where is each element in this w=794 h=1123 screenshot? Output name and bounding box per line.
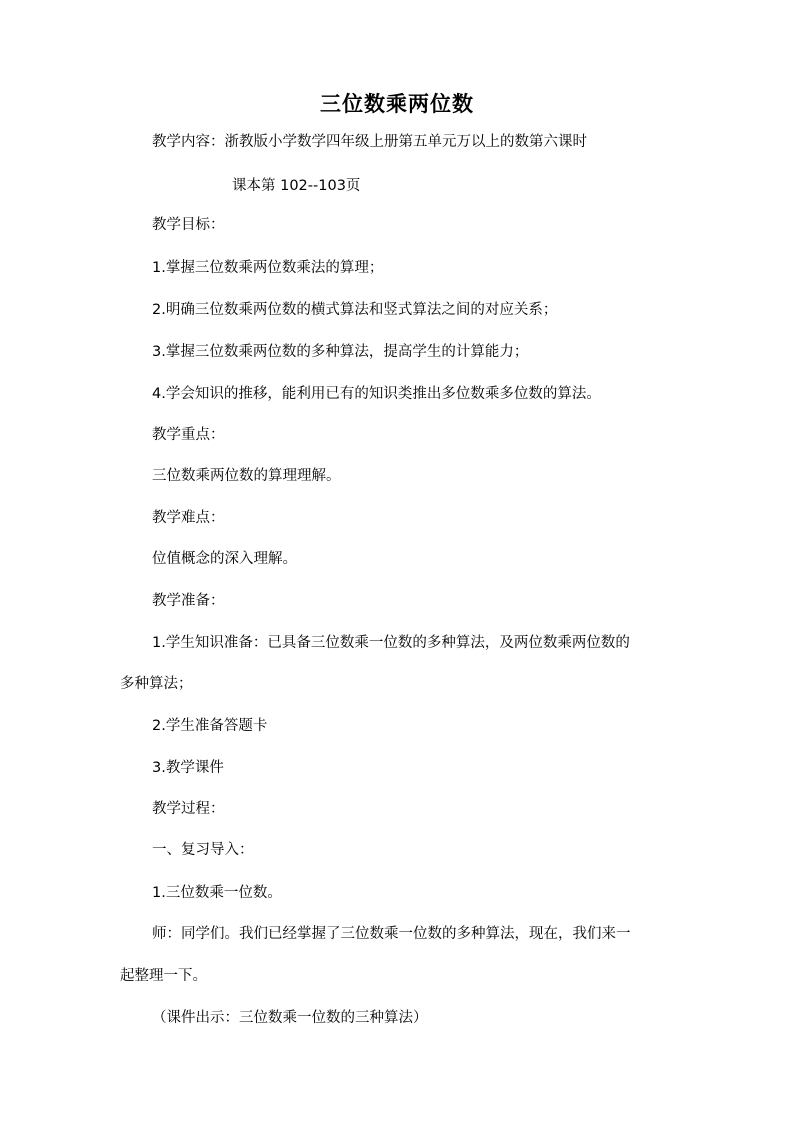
objective-2: 2.明确三位数乘两位数的横式算法和竖式算法之间的对应关系； <box>152 302 558 318</box>
objective-4: 4.学会知识的推移，能利用已有的知识类推出多位数乘多位数的算法。 <box>152 386 601 402</box>
courseware-note: （课件出示：三位数乘一位数的三种算法） <box>152 1010 428 1026</box>
textbook-pages-line: 课本第 102--103页 <box>232 178 361 194</box>
teacher-speech-line-1: 师：同学们。我们已经掌握了三位数乘一位数的多种算法，现在，我们来一 <box>152 926 631 942</box>
teaching-content-line: 教学内容：浙教版小学数学四年级上册第五单元万以上的数第六课时 <box>152 134 587 150</box>
objective-1: 1.掌握三位数乘两位数乘法的算理； <box>152 260 384 276</box>
objective-3: 3.掌握三位数乘两位数的多种算法，提高学生的计算能力； <box>152 344 529 360</box>
objectives-heading: 教学目标： <box>152 217 225 233</box>
preparation-heading: 教学准备： <box>152 593 225 609</box>
difficulties-text: 位值概念的深入理解。 <box>152 551 297 567</box>
review-item-1: 1.三位数乘一位数。 <box>152 885 282 901</box>
preparation-2: 2.学生准备答题卡 <box>152 718 268 734</box>
key-points-text: 三位数乘两位数的算理理解。 <box>152 468 341 484</box>
teacher-speech-line-2: 起整理一下。 <box>120 968 207 984</box>
preparation-3: 3.教学课件 <box>152 760 224 776</box>
preparation-1-continued: 多种算法； <box>120 676 193 692</box>
difficulties-heading: 教学难点： <box>152 510 225 526</box>
preparation-1: 1.学生知识准备：已具备三位数乘一位数的多种算法，及两位数乘两位数的 <box>152 635 630 651</box>
key-points-heading: 教学重点： <box>152 427 225 443</box>
document-title: 三位数乘两位数 <box>320 92 474 116</box>
section-1-heading: 一、复习导入： <box>152 842 254 858</box>
process-heading: 教学过程： <box>152 801 225 817</box>
